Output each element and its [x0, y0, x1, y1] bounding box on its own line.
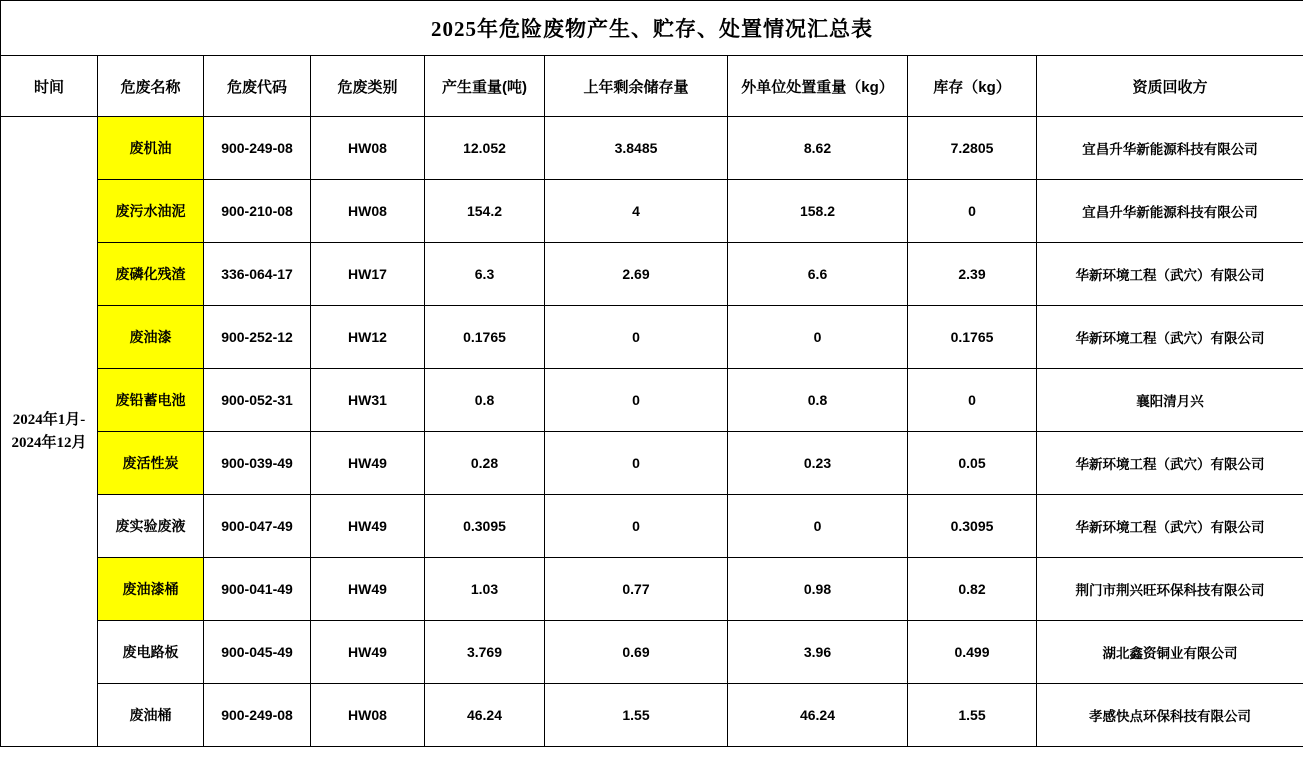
- cell-generated-weight: 154.2: [425, 180, 545, 243]
- cell-waste-category: HW31: [311, 369, 425, 432]
- cell-stock: 0.3095: [908, 495, 1037, 558]
- table-row: [1, 180, 1303, 243]
- cell-generated-weight: 0.1765: [425, 306, 545, 369]
- cell-waste-code: 900-047-49: [204, 495, 311, 558]
- cell-prev-year-storage: 3.8485: [545, 117, 728, 180]
- table-row: [1, 243, 1303, 306]
- cell-waste-category: HW08: [311, 117, 425, 180]
- cell-generated-weight: 1.03: [425, 558, 545, 621]
- cell-recycler: 华新环境工程（武穴）有限公司: [1037, 432, 1303, 495]
- title-row: [1, 1, 1303, 56]
- table-row: [1, 117, 1303, 180]
- cell-prev-year-storage: 0: [545, 432, 728, 495]
- time-range-cell: [1, 117, 98, 747]
- cell-waste-category: HW49: [311, 432, 425, 495]
- cell-waste-category: HW12: [311, 306, 425, 369]
- cell-stock: 0.05: [908, 432, 1037, 495]
- cell-generated-weight: 46.24: [425, 684, 545, 747]
- col-header-waste-code: 危废代码: [204, 56, 311, 117]
- cell-waste-code: 900-045-49: [204, 621, 311, 684]
- cell-prev-year-storage: 0: [545, 306, 728, 369]
- cell-prev-year-storage: 0: [545, 369, 728, 432]
- cell-recycler: 华新环境工程（武穴）有限公司: [1037, 243, 1303, 306]
- cell-external-disposal: 0.23: [728, 432, 908, 495]
- cell-waste-name: 废油漆桶: [98, 558, 204, 621]
- cell-waste-name: 废铅蓄电池: [98, 369, 204, 432]
- cell-waste-name: 废实验废液: [98, 495, 204, 558]
- cell-waste-name: 废机油: [98, 117, 204, 180]
- cell-waste-category: HW08: [311, 684, 425, 747]
- cell-external-disposal: 46.24: [728, 684, 908, 747]
- cell-stock: 0.1765: [908, 306, 1037, 369]
- cell-waste-category: HW49: [311, 621, 425, 684]
- col-header-time: 时间: [1, 56, 98, 117]
- col-header-stock: 库存（kg）: [908, 56, 1037, 117]
- cell-waste-code: 900-252-12: [204, 306, 311, 369]
- cell-waste-name: 废活性炭: [98, 432, 204, 495]
- cell-waste-code: 900-039-49: [204, 432, 311, 495]
- cell-waste-category: HW49: [311, 558, 425, 621]
- cell-generated-weight: 0.3095: [425, 495, 545, 558]
- cell-generated-weight: 12.052: [425, 117, 545, 180]
- cell-external-disposal: 0.8: [728, 369, 908, 432]
- cell-generated-weight: 3.769: [425, 621, 545, 684]
- col-header-recycler: 资质回收方: [1037, 56, 1303, 117]
- cell-recycler: 荆门市荆兴旺环保科技有限公司: [1037, 558, 1303, 621]
- cell-waste-name: 废污水油泥: [98, 180, 204, 243]
- cell-stock: 0.82: [908, 558, 1037, 621]
- cell-recycler: 襄阳清月兴: [1037, 369, 1303, 432]
- cell-recycler: 湖北鑫资铜业有限公司: [1037, 621, 1303, 684]
- cell-recycler: 宜昌升华新能源科技有限公司: [1037, 180, 1303, 243]
- table-row: [1, 495, 1303, 558]
- cell-recycler: 宜昌升华新能源科技有限公司: [1037, 117, 1303, 180]
- cell-external-disposal: 8.62: [728, 117, 908, 180]
- cell-prev-year-storage: 1.55: [545, 684, 728, 747]
- cell-external-disposal: 0.98: [728, 558, 908, 621]
- column-header-row: [1, 56, 1303, 117]
- cell-recycler: 华新环境工程（武穴）有限公司: [1037, 306, 1303, 369]
- cell-waste-category: HW49: [311, 495, 425, 558]
- cell-stock: 7.2805: [908, 117, 1037, 180]
- cell-waste-name: 废油桶: [98, 684, 204, 747]
- cell-waste-name: 废油漆: [98, 306, 204, 369]
- cell-waste-code: 336-064-17: [204, 243, 311, 306]
- table-row: [1, 558, 1303, 621]
- cell-generated-weight: 0.28: [425, 432, 545, 495]
- cell-external-disposal: 158.2: [728, 180, 908, 243]
- page-title: 2025年危险废物产生、贮存、处置情况汇总表: [1, 1, 1303, 56]
- cell-stock: 0: [908, 180, 1037, 243]
- cell-stock: 0: [908, 369, 1037, 432]
- cell-stock: 0.499: [908, 621, 1037, 684]
- col-header-waste-category: 危废类别: [311, 56, 425, 117]
- time-range-line2: 2024年12月: [11, 434, 87, 451]
- cell-waste-category: HW17: [311, 243, 425, 306]
- cell-prev-year-storage: 0: [545, 495, 728, 558]
- cell-prev-year-storage: 2.69: [545, 243, 728, 306]
- cell-generated-weight: 6.3: [425, 243, 545, 306]
- cell-prev-year-storage: 0.69: [545, 621, 728, 684]
- cell-waste-code: 900-052-31: [204, 369, 311, 432]
- table-row: [1, 369, 1303, 432]
- col-header-generated-weight: 产生重量(吨): [425, 56, 545, 117]
- cell-external-disposal: 0: [728, 306, 908, 369]
- cell-prev-year-storage: 4: [545, 180, 728, 243]
- table-row: [1, 621, 1303, 684]
- cell-waste-code: 900-210-08: [204, 180, 311, 243]
- cell-recycler: 孝感快点环保科技有限公司: [1037, 684, 1303, 747]
- cell-recycler: 华新环境工程（武穴）有限公司: [1037, 495, 1303, 558]
- table-row: [1, 306, 1303, 369]
- cell-waste-name: 废电路板: [98, 621, 204, 684]
- cell-stock: 2.39: [908, 243, 1037, 306]
- cell-external-disposal: 6.6: [728, 243, 908, 306]
- cell-external-disposal: 0: [728, 495, 908, 558]
- table-row: [1, 684, 1303, 747]
- col-header-external-disposal: 外单位处置重量（kg）: [728, 56, 908, 117]
- table-body: [1, 117, 1303, 747]
- cell-stock: 1.55: [908, 684, 1037, 747]
- cell-waste-code: 900-249-08: [204, 117, 311, 180]
- cell-external-disposal: 3.96: [728, 621, 908, 684]
- table-row: [1, 432, 1303, 495]
- cell-waste-name: 废磷化残渣: [98, 243, 204, 306]
- cell-generated-weight: 0.8: [425, 369, 545, 432]
- col-header-prev-year-storage: 上年剩余储存量: [545, 56, 728, 117]
- col-header-waste-name: 危废名称: [98, 56, 204, 117]
- cell-prev-year-storage: 0.77: [545, 558, 728, 621]
- cell-waste-code: 900-041-49: [204, 558, 311, 621]
- cell-waste-code: 900-249-08: [204, 684, 311, 747]
- time-range-line1: 2024年1月-: [12, 412, 86, 428]
- cell-waste-category: HW08: [311, 180, 425, 243]
